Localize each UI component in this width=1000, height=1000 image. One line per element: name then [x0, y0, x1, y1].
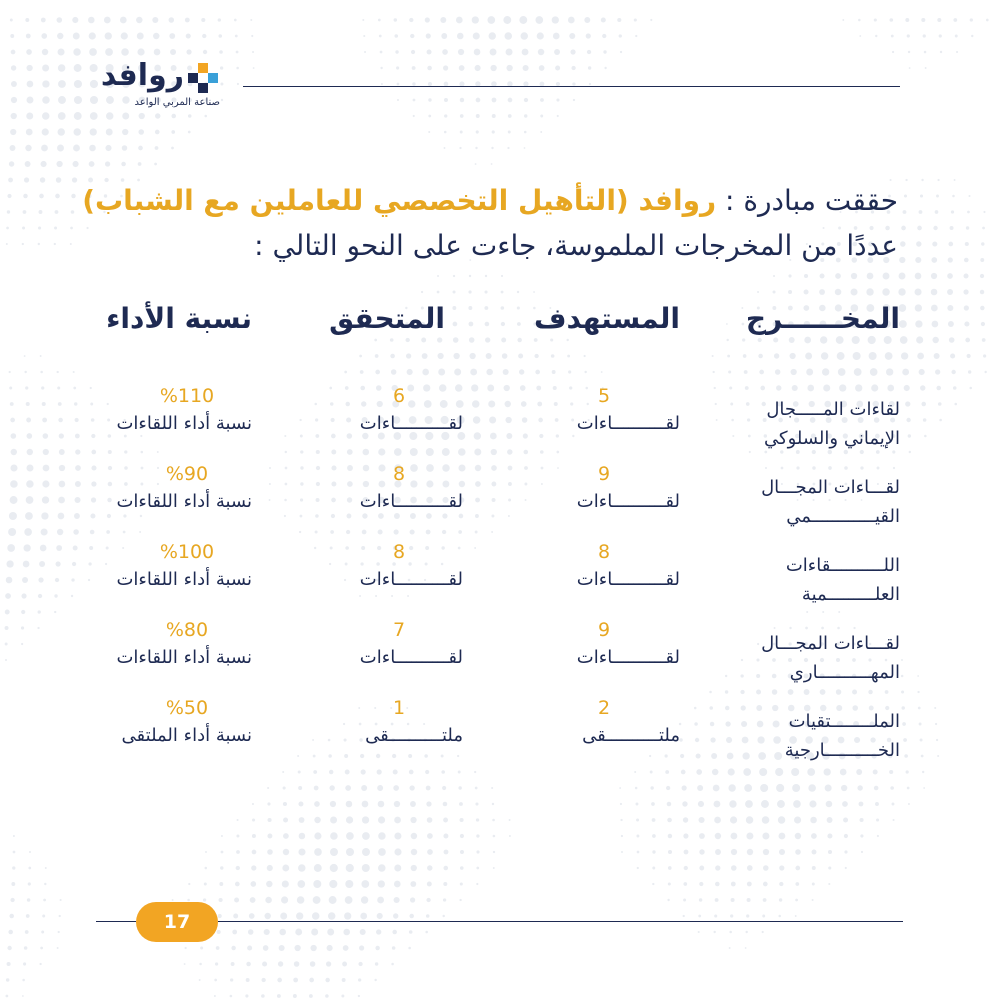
achieved-value: 8 — [392, 541, 406, 563]
footer-divider-left — [96, 921, 136, 922]
target-value: 5 — [597, 385, 611, 407]
target-unit: لقــــــــــاءات — [576, 413, 680, 434]
output-line-2: الإيماني والسلوكي — [764, 428, 900, 449]
performance-label: نسبة أداء اللقاءات — [116, 569, 252, 590]
performance-value: %110 — [159, 385, 215, 407]
performance-value: %50 — [165, 697, 209, 719]
output-line-2: الخــــــــــارجية — [784, 740, 900, 761]
output-line-2: القيــــــــــــمي — [786, 506, 900, 527]
performance-label: نسبة أداء اللقاءات — [116, 491, 252, 512]
header-performance: نسبة الأداء — [106, 302, 252, 335]
achieved-value: 7 — [392, 619, 406, 641]
header-target: المستهدف — [534, 302, 680, 335]
brand-logo — [95, 55, 220, 117]
performance-label: نسبة أداء اللقاءات — [116, 647, 252, 668]
header-achieved: المتحقق — [329, 302, 445, 335]
table-row — [0, 463, 1000, 541]
output-cell — [761, 629, 900, 687]
achieved-unit: لقــــــــــاءات — [359, 491, 463, 512]
achieved-unit: ملتــــــــــقى — [365, 725, 463, 746]
header-divider — [243, 86, 900, 87]
table-row — [0, 619, 1000, 697]
output-line-1: اللــــــــــقاءات — [785, 555, 900, 576]
intro-line-2: عددًا من المخرجات الملموسة، جاءت على النحو التالي : — [254, 229, 898, 262]
output-line-1: لقـــاءات المجـــال — [761, 633, 900, 654]
achieved-value: 1 — [392, 697, 406, 719]
achieved-unit: لقــــــــــاءات — [359, 647, 463, 668]
performance-value: %80 — [165, 619, 209, 641]
achieved-value: 8 — [392, 463, 406, 485]
performance-label: نسبة أداء اللقاءات — [116, 413, 252, 434]
page-number: 17 — [136, 902, 218, 942]
brand-name: روافد — [100, 58, 184, 93]
output-cell — [764, 395, 900, 453]
output-cell — [785, 707, 900, 765]
output-cell — [761, 473, 900, 531]
target-value: 2 — [597, 697, 611, 719]
target-value: 8 — [597, 541, 611, 563]
target-unit: لقــــــــــاءات — [576, 569, 680, 590]
output-line-1: لقاءات المـــــجال — [766, 399, 900, 420]
performance-value: %90 — [165, 463, 209, 485]
intro-line-1 — [78, 178, 898, 223]
target-unit: ملتــــــــــقى — [582, 725, 680, 746]
header-output: المخــــــرج — [745, 302, 900, 335]
target-value: 9 — [597, 619, 611, 641]
achieved-unit: لقــــــــــاءات — [359, 413, 463, 434]
logo-mark-icon — [186, 61, 220, 95]
performance-label: نسبة أداء الملتقى — [121, 725, 252, 746]
output-line-2: المهــــــــــاري — [789, 662, 900, 683]
intro-prefix: حققت مبادرة : — [716, 184, 898, 217]
target-unit: لقــــــــــاءات — [576, 491, 680, 512]
target-value: 9 — [597, 463, 611, 485]
footer-divider-right — [218, 921, 903, 922]
performance-value: %100 — [159, 541, 215, 563]
brand-tagline: صناعة المربي الواعد — [134, 97, 220, 108]
output-line-1: لقـــاءات المجـــال — [761, 477, 900, 498]
table-row — [0, 541, 1000, 619]
achieved-value: 6 — [392, 385, 406, 407]
initiative-name: روافد (التأهيل التخصصي للعاملين مع الشباب) — [82, 184, 717, 217]
table-row — [0, 697, 1000, 775]
output-cell — [786, 551, 900, 609]
table-row — [0, 385, 1000, 463]
output-line-1: الملــــــــتقيات — [788, 711, 900, 732]
achieved-unit: لقــــــــــاءات — [359, 569, 463, 590]
target-unit: لقــــــــــاءات — [576, 647, 680, 668]
output-line-2: العلـــــــــمية — [801, 584, 900, 605]
intro-paragraph — [78, 178, 898, 268]
